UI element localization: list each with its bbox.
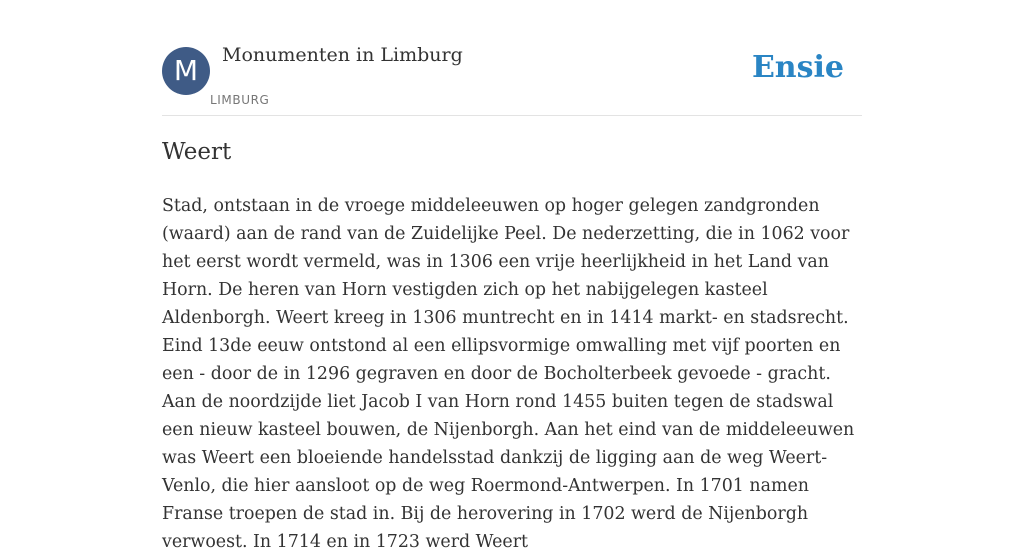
avatar[interactable]: M xyxy=(162,47,210,95)
site-title[interactable]: Monumenten in Limburg xyxy=(222,44,463,66)
category-link[interactable]: LIMBURG xyxy=(210,93,270,107)
page xyxy=(162,0,862,552)
page-header xyxy=(162,0,862,116)
article-body: Stad, ontstaan in de vroege middeleeuwen op hoger gelegen zandgronden (waard) aan de rand van de Zuidelijke Peel. De nederzetting, die in 1062 voor het eerst wordt vermeld, was in 1306 een vrije heerlijkheid in het Land van Horn. De heren van Horn vestigden zich op het nabijgelegen kasteel Aldenborgh. Weert kreeg in 1306 muntrecht en in 1414 markt- en stadsrecht. Eind 13de eeuw ontstond al een ellipsvormige omwalling met vijf poorten en een - door de in 1296 gegraven en door de Bocholterbeek gevoede - gracht. Aan de noordzijde liet Jacob I van Horn rond 1455 buiten tegen de stadswal een nieuw kasteel bouwen, de Nijenborgh. Aan het eind van de middeleeuwen was Weert een bloeiende handelsstad dankzij de ligging aan de weg Weert-Venlo, die hier aansloot op de weg Roermond-Antwerpen. In 1701 namen Franse troepen de stad in. Bij de herovering in 1702 werd de Nijenborgh verwoest. In 1714 en in 1723 werd Weert xyxy=(162,196,855,552)
ensie-logo[interactable]: Ensie xyxy=(751,50,844,85)
article-title: Weert xyxy=(162,139,232,165)
